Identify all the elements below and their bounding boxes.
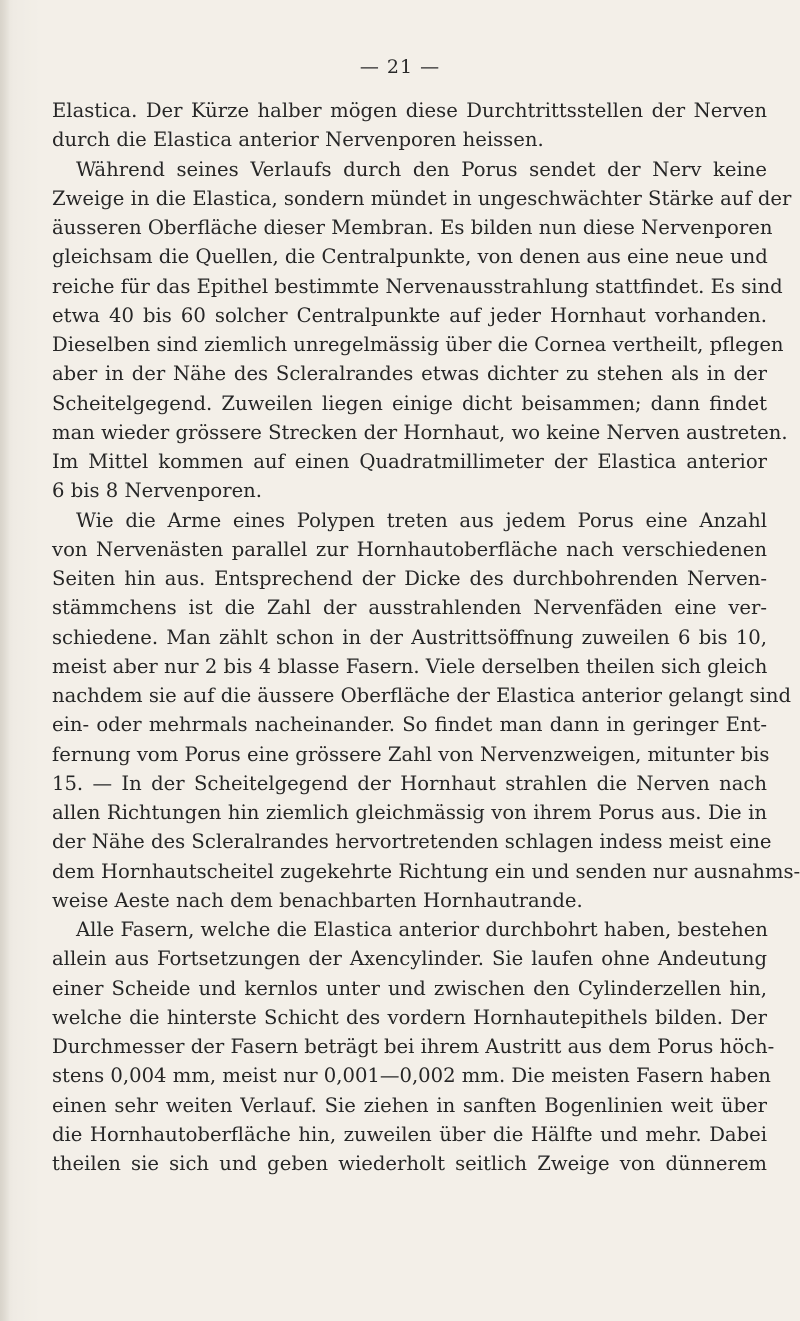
text-line: fernung vom Porus eine grössere Zahl von Nervenzweigen, mitunter bis	[52, 742, 770, 766]
text-line: Im Mittel kommen auf einen Quadratmillimeter der Elastica anterior	[52, 450, 767, 473]
text-line: stens 0,004 mm, meist nur 0,001—0,002 mm. Die meisten Fasern haben	[52, 1064, 771, 1088]
text-line: einer Scheide und kernlos unter und zwischen den Cylinderzellen hin,	[52, 976, 767, 1000]
page-number: — 21 —	[359, 56, 441, 78]
text-line: schiedene. Man zählt schon in der Austrittsöffnung zuweilen 6 bis 10,	[52, 625, 767, 649]
text-line: Elastica. Der Kürze halber mögen diese Durchtrittsstellen der Nerven	[52, 99, 767, 122]
text-line: die Hornhautoberfläche hin, zuweilen über die Hälfte und mehr. Dabei	[52, 1122, 767, 1146]
text-line: durch die Elastica anterior Nervenporen heissen.	[52, 128, 544, 152]
text-line: von Nervenästen parallel zur Hornhautoberfläche nach verschiedenen	[52, 537, 767, 561]
text-line: äusseren Oberfläche dieser Membran. Es bilden nun diese Nervenporen	[52, 216, 773, 239]
text-line: nachdem sie auf die äussere Oberfläche der Elastica anterior gelangt sind	[52, 684, 792, 707]
text-line: Wie die Arme eines Polypen treten aus jedem Porus eine Anzahl	[76, 508, 767, 532]
text-line: Durchmesser der Fasern beträgt bei ihrem Austritt aus dem Porus höch-	[52, 1035, 775, 1058]
text-line: etwa 40 bis 60 solcher Centralpunkte auf jeder Hornhaut vorhanden.	[52, 303, 767, 327]
paragraph	[52, 915, 775, 1178]
text-line: 6 bis 8 Nervenporen.	[52, 479, 263, 503]
text-line: allein aus Fortsetzungen der Axencylinder. Sie laufen ohne Andeutung	[52, 947, 767, 971]
text-line: Scheitelgegend. Zuweilen liegen einige dicht beisammen; dann findet	[52, 391, 767, 415]
paragraph	[52, 155, 792, 506]
gutter-shadow	[0, 0, 10, 1321]
text-line: Seiten hin aus. Entsprechend der Dicke des durchbohrenden Nerven-	[52, 567, 767, 590]
text-line: Zweige in die Elastica, sondern mündet in ungeschwächter Stärke auf der	[52, 186, 792, 210]
text-line: man wieder grössere Strecken der Hornhaut, wo keine Nerven austreten.	[52, 420, 788, 444]
text-line: Dieselben sind ziemlich unregelmässig über die Cornea vertheilt, pflegen	[52, 333, 784, 356]
text-line: aber in der Nähe des Scleralrandes etwas dichter zu stehen als in der	[52, 362, 767, 386]
text-line: einen sehr weiten Verlauf. Sie ziehen in sanften Bogenlinien weit über	[52, 1093, 767, 1117]
paragraph	[52, 96, 767, 155]
text-line: allen Richtungen hin ziemlich gleichmässig von ihrem Porus aus. Die in	[52, 801, 767, 824]
text-line: welche die hinterste Schicht des vordern Hornhautepithels bilden. Der	[52, 1005, 767, 1029]
text-line: Während seines Verlaufs durch den Porus sendet der Nerv keine	[76, 157, 767, 181]
text-line: theilen sie sich und geben wiederholt seitlich Zweige von dünnerem	[52, 1152, 767, 1175]
text-line: gleichsam die Quellen, die Centralpunkte, von denen aus eine neue und	[52, 245, 768, 269]
paragraph	[52, 506, 800, 916]
text-line: stämmchens ist die Zahl der ausstrahlenden Nervenfäden eine ver-	[52, 596, 767, 620]
text-line: ein- oder mehrmals nacheinander. So findet man dann in geringer Ent-	[52, 713, 767, 737]
text-line: meist aber nur 2 bis 4 blasse Fasern. Viele derselben theilen sich gleich	[52, 654, 768, 678]
text-line: weise Aeste nach dem benachbarten Hornhautrande.	[52, 888, 583, 912]
text-line: der Nähe des Scleralrandes hervortretenden schlagen indess meist eine	[52, 830, 772, 854]
text-line: reiche für das Epithel bestimmte Nervenausstrahlung stattfindet. Es sind	[52, 274, 783, 298]
body-text	[52, 96, 800, 1178]
text-line: dem Hornhautscheitel zugekehrte Richtung ein und senden nur ausnahms-	[52, 859, 800, 883]
text-line: 15. — In der Scheitelgegend der Hornhaut strahlen die Nerven nach	[52, 771, 767, 795]
text-line: Alle Fasern, welche die Elastica anterior durchbohrt haben, bestehen	[76, 918, 768, 941]
